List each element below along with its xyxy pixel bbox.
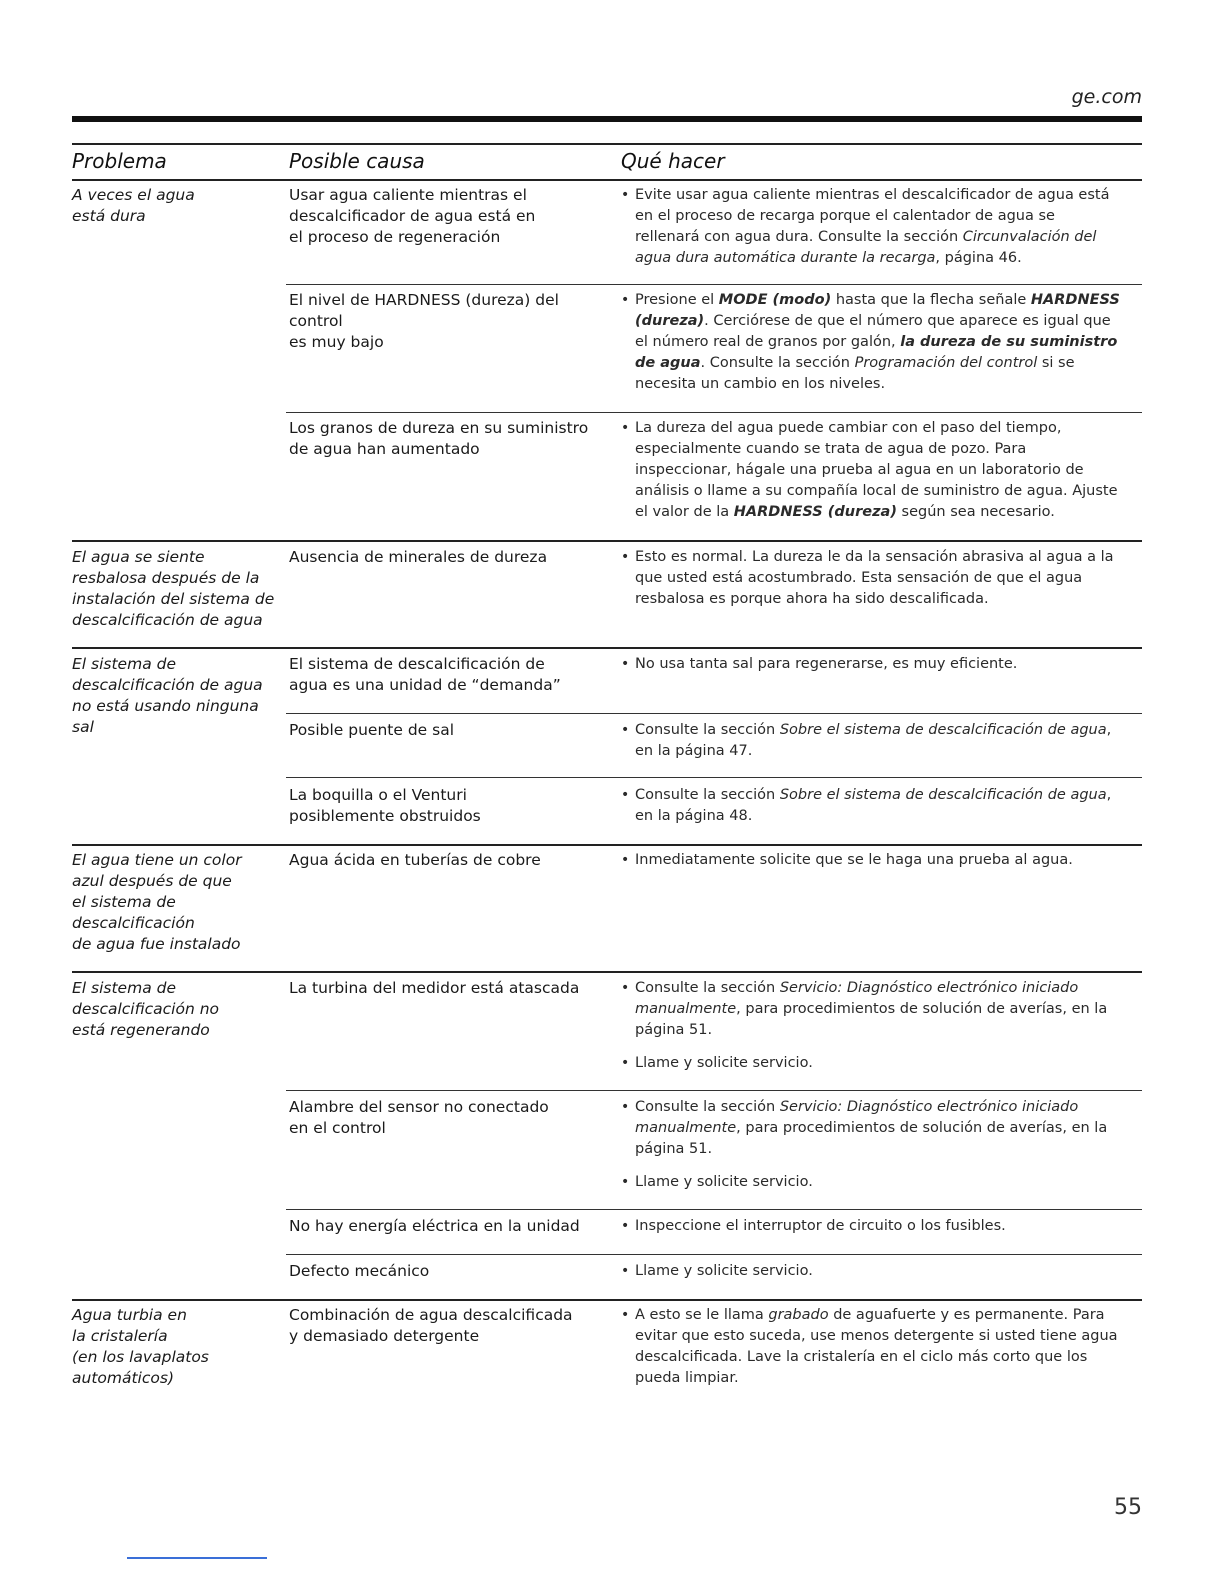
todo-text: • Inspeccione el interruptor de circuito o los fusibles. <box>621 1216 1121 1249</box>
cause-text: Defecto mecánico <box>289 1262 430 1280</box>
cause-row <box>286 650 1142 714</box>
cause-text: Ausencia de minerales de dureza <box>289 548 548 566</box>
todo-text: • Consulte la sección Sobre el sistema de descalcificación de agua, en la página 47. <box>621 720 1121 774</box>
cause-row <box>286 414 1142 540</box>
cause-row <box>286 1212 1142 1255</box>
problem-text: El sistema de descalcificación no está regenerando <box>72 979 220 1039</box>
site-url[interactable]: ge.com <box>1071 86 1142 108</box>
table-header <box>72 147 1142 181</box>
column-header-problem: Problema <box>72 149 167 173</box>
cause-text: Posible puente de sal <box>289 721 455 739</box>
todo-text: • A esto se le llama grabado de aguafuerte y es permanente. Para evitar que esto suceda, use menos detergente si usted tiene agua descalcificada. Lave la cristalería en el ciclo más corto que los pueda limpiar. <box>621 1305 1121 1401</box>
problem-text: Agua turbia en la cristalería (en los lavaplatos automáticos) <box>72 1306 209 1387</box>
todo-text: • Consulte la sección Servicio: Diagnóstico electrónico iniciado manualmente, para procedimientos de solución de averías, en la página 51. • Llame y solicite servicio. <box>621 978 1121 1086</box>
todo-text: • Llame y solicite servicio. <box>621 1261 1121 1294</box>
link-underline[interactable] <box>127 1557 267 1559</box>
cause-text: Combinación de agua descalcificada y demasiado detergente <box>289 1306 573 1345</box>
problem-text: El agua se siente resbalosa después de la instalación del sistema de descalcificación de agua <box>72 548 275 629</box>
cause-row <box>286 543 1142 647</box>
cause-row <box>286 1257 1142 1299</box>
cause-text: Agua ácida en tuberías de cobre <box>289 851 541 869</box>
cause-text: Usar agua caliente mientras el descalcificador de agua está en el proceso de regeneración <box>289 186 536 246</box>
todo-text: • Consulte la sección Sobre el sistema de descalcificación de agua, en la página 48. <box>621 785 1121 839</box>
cause-row <box>286 974 1142 1091</box>
todo-text: • No usa tanta sal para regenerarse, es muy eficiente. <box>621 654 1121 687</box>
cause-text: No hay energía eléctrica en la unidad <box>289 1217 580 1235</box>
problem-group <box>72 650 1142 846</box>
column-header-todo: Qué hacer <box>621 149 725 173</box>
cause-text: El sistema de descalcificación de agua es una unidad de “demanda” <box>289 655 561 694</box>
column-header-cause: Posible causa <box>289 149 425 173</box>
todo-text: • Consulte la sección Servicio: Diagnóstico electrónico iniciado manualmente, para procedimientos de solución de averías, en la página 51. • Llame y solicite servicio. <box>621 1097 1121 1205</box>
problem-text: El sistema de descalcificación de agua no está usando ninguna sal <box>72 655 263 736</box>
todo-text: • Inmediatamente solicite que se le haga una prueba al agua. <box>621 850 1121 883</box>
problem-group <box>72 181 1142 542</box>
problem-group <box>72 974 1142 1301</box>
cause-row <box>286 181 1142 285</box>
todo-text: • Esto es normal. La dureza le da la sensación abrasiva al agua a la que usted está acostumbrado. Esta sensación de que el agua resbalosa es porque ahora ha sido descalificada. <box>621 547 1121 622</box>
cause-row <box>286 716 1142 778</box>
cause-text: La boquilla o el Venturi posiblemente obstruidos <box>289 786 481 825</box>
problem-text: A veces el agua está dura <box>72 186 195 225</box>
page-number: 55 <box>1114 1495 1142 1520</box>
cause-row <box>286 1093 1142 1210</box>
cause-row <box>286 846 1142 971</box>
cause-text: Alambre del sensor no conectado en el control <box>289 1098 549 1137</box>
todo-text: • Evite usar agua caliente mientras el descalcificador de agua está en el proceso de recarga porque el calentador de agua se rellenará con agua dura. Consulte la sección Circunvalación del agua dura automática durante la recarga, página 46. <box>621 185 1121 281</box>
problem-group <box>72 1301 1142 1401</box>
header-rule <box>72 116 1142 122</box>
problem-group <box>72 846 1142 973</box>
cause-row <box>286 286 1142 413</box>
cause-text: El nivel de HARDNESS (dureza) del control es muy bajo <box>289 291 559 351</box>
cause-row <box>286 1301 1142 1401</box>
cause-row <box>286 781 1142 844</box>
todo-text: • Presione el MODE (modo) hasta que la flecha señale HARDNESS (dureza). Cerciórese de que el número que aparece es igual que el número real de granos por galón, la dureza de su suministro de agua. Consulte la sección Programación del control si se necesita un cambio en los niveles. <box>621 290 1121 407</box>
cause-text: La turbina del medidor está atascada <box>289 979 580 997</box>
problem-text: El agua tiene un color azul después de que el sistema de descalcificación de agua fue instalado <box>72 851 242 953</box>
problem-group <box>72 543 1142 649</box>
cause-text: Los granos de dureza en su suministro de agua han aumentado <box>289 419 589 458</box>
todo-text: • La dureza del agua puede cambiar con el paso del tiempo, especialmente cuando se trata de agua de pozo. Para inspeccionar, hágale una prueba al agua en un laboratorio de análisis o llame a su compañía local de suministro de agua. Ajuste el valor de la HARDNESS (dureza) según sea necesario. <box>621 418 1121 535</box>
table-top-rule <box>72 143 1142 145</box>
